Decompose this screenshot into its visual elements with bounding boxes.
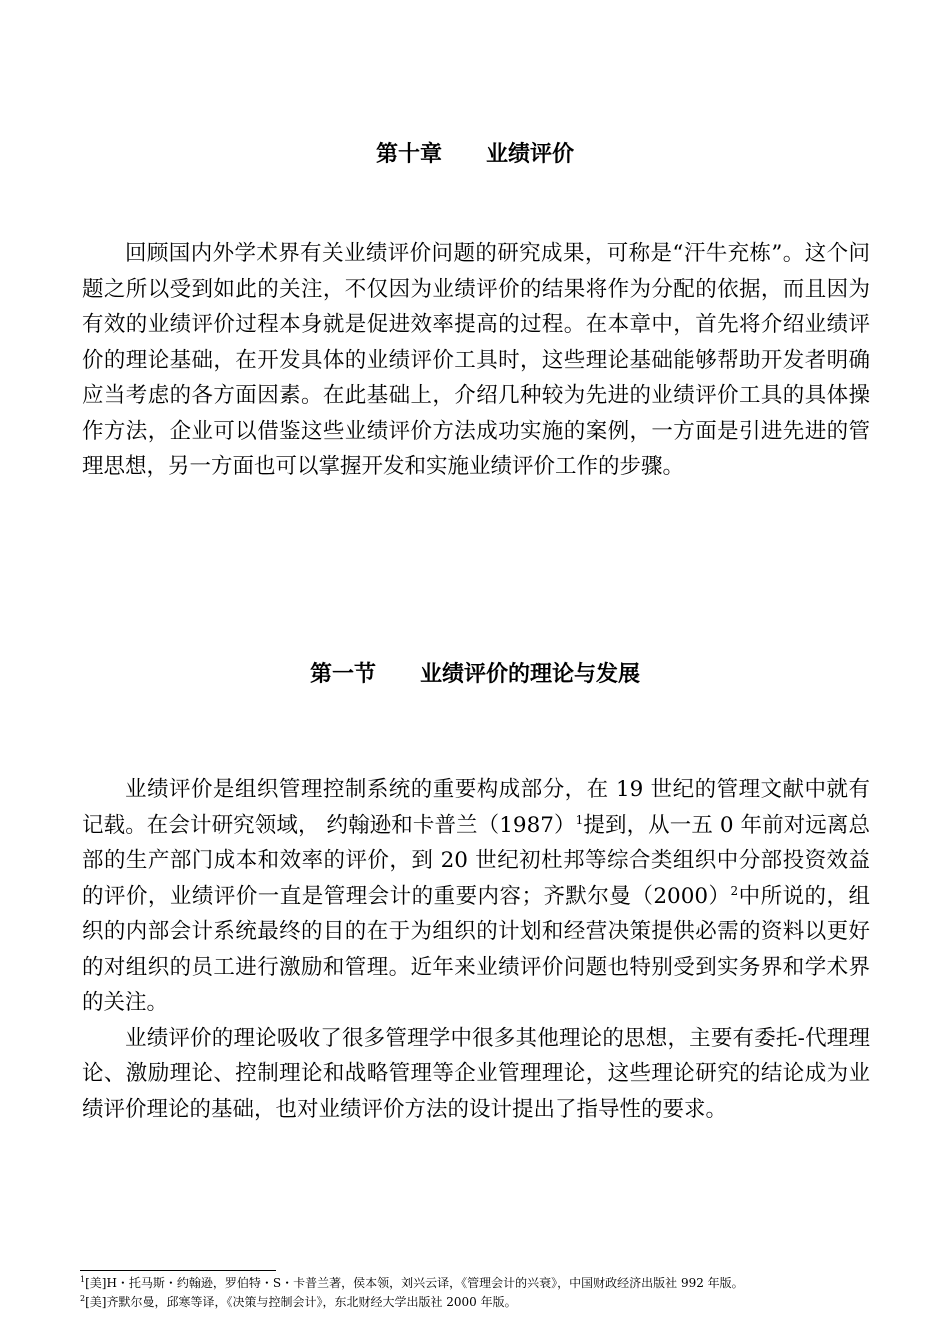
footnotes xyxy=(80,1274,880,1312)
section-paragraph-1 xyxy=(82,772,870,1021)
section-body xyxy=(82,772,870,1127)
intro-section xyxy=(82,236,870,485)
paragraph-text: 业绩评价是组织管理控制系统的重要构成部分，在 19 世纪的管理文献中就有记载。在会计研究领域， 约翰逊和卡普兰（1987） xyxy=(82,777,870,838)
section-title: 第一节 业绩评价的理论与发展 xyxy=(309,662,640,687)
paragraph-text: 提到，从一五 0 年前对远离总部的生产部门成本和效率的评价，到 20 世纪初杜邦等综合类组织中分部投资效益的评价，业绩评价一直是管理会计的重要内容；齐默尔曼（2000） xyxy=(82,812,870,909)
section-paragraph-2: 业绩评价的理论吸收了很多管理学中很多其他理论的思想，主要有委托-代理理论、激励理论、控制理论和战略管理等企业管理理论，这些理论研究的结论成为业绩评价理论的基础，也对业绩评价方法的设计提出了指导性的要求。 xyxy=(82,1025,870,1122)
footnote-text: [美]齐默尔曼，邱寒等译，《决策与控制会计》，东北财经大学出版社 2000 年版。 xyxy=(85,1295,517,1309)
footnote-2 xyxy=(80,1293,880,1312)
footnote-text: [美]H・托马斯・约翰逊，罗伯特・S・卡普兰著，侯本领，刘兴云译，《管理会计的兴衰》，中国财政经济出版社 992 年版。 xyxy=(85,1276,744,1290)
footnote-ref-2[interactable]: 2 xyxy=(730,883,739,898)
intro-paragraph: 回顾国内外学术界有关业绩评价问题的研究成果，可称是“汗牛充栋”。这个问题之所以受到如此的关注，不仅因为业绩评价的结果将作为分配的依据，而且因为有效的业绩评价过程本身就是促进效率提高的过程。在本章中，首先将介绍业绩评价的理论基础，在开发具体的业绩评价工具时，这些理论基础能够帮助开发者明确应当考虑的各方面因素。在此基础上，介绍几种较为先进的业绩评价工具的具体操作方法，企业可以借鉴这些业绩评价方法成功实施的案例，一方面是引进先进的管理思想，另一方面也可以掌握开发和实施业绩评价工作的步骤。 xyxy=(82,241,870,479)
chapter-title: 第十章 业绩评价 xyxy=(375,142,574,167)
footnote-1 xyxy=(80,1274,880,1293)
footnote-number: 1 xyxy=(80,1275,86,1284)
footnote-number: 2 xyxy=(80,1294,86,1303)
footnote-separator xyxy=(80,1270,276,1271)
footnote-ref-1[interactable]: 1 xyxy=(575,812,584,827)
paragraph-text: 中所说的，组织的内部会计系统最终的目的在于为组织的计划和经营决策提供必需的资料以更好的对组织的员工进行激励和管理。近年来业绩评价问题也特别受到实务界和学术界的关注。 xyxy=(82,883,870,1015)
